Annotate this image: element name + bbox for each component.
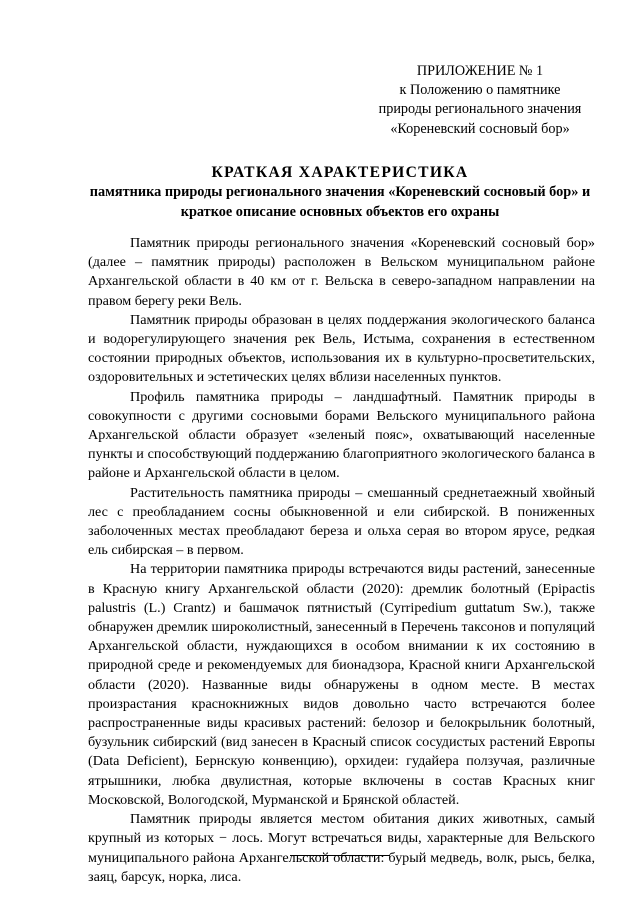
appendix-reference: природы регионального значения xyxy=(378,101,582,118)
body-paragraph: Памятник природы образован в целях поддержания экологического баланса и водорегулирующего значения рек Вель, Истыма, сохранения в естественном состоянии природных объектов, использования их в культурно-просветительских, оздоровительных и эстетических целях вблизи населенных пунктов. xyxy=(88,311,595,386)
title-heading: КРАТКАЯ ХАРАКТЕРИСТИКА xyxy=(211,164,469,181)
body-paragraph: Памятник природы является местом обитания диких животных, самый крупный из которых − лось. Могут встречаться виды, характерные для Вельского муниципального района Архангельской области: бурый медведь, волк, рысь, белка, заяц, барсук, норка, лиса. xyxy=(88,811,595,885)
document-title xyxy=(85,163,595,222)
body-paragraph: Растительность памятника природы – смешанный среднетаежный хвойный лес с преобладанием сосны обыкновенной и ели сибирской. В пониженных заболоченных местах преобладают береза и ольха серая во втором ярусе, редкая ель сибирская – в первом. xyxy=(88,484,595,559)
end-divider xyxy=(290,855,390,856)
body-paragraph: На территории памятника природы встречаются виды растений, занесенные в Красную книгу Архангельской области (2020): дремлик болотный (Epipactis palustris (L.) Crantz) и башмачок пятнистый (Cyrripedium guttatum Sw.), также обнаружен дремлик широколистный, занесенный в Перечень таксонов и популяций Архангельской области, нуждающихся в особом внимании к их состоянию в природной среде и рекомендуемых для бионадзора, Красной книги Архангельской области (2020). Названные виды обнаружены в одном месте. В местах произрастания краснокнижных видов довольно часто встречаются более распространенные виды красивых растений: белозор и белокрыльник болотный, бузульник сибирский (вид занесен в Красный список сосудистых растений Европы (Data Deficient), Бернскую конвенцию), орхидеи: гудайера ползучая, различные ятрышники, любка двулистная, которые включены в состав Красных книг Московской, Вологодской, Мурманской и Брянской областей. xyxy=(88,561,595,808)
body-paragraph: Памятник природы регионального значения «Кореневский сосновый бор» (далее – памятник природы) расположен в Вельском муниципальном районе Архангельской области в 40 км от г. Вельска в северо-западном направлении на правом берегу реки Вель. xyxy=(88,235,595,309)
body-paragraph: Профиль памятника природы – ландшафтный. Памятник природы в совокупности с другими сосновыми борами Вельского муниципального района Архангельской области образует «зеленый пояс», охватывающий населенные пункты и способствующий поддержанию благоприятного экологического баланса в районе и Архангельской области в целом. xyxy=(88,388,595,482)
appendix-reference: «Кореневский сосновый бор» xyxy=(390,120,570,137)
appendix-header xyxy=(360,62,600,139)
appendix-number: ПРИЛОЖЕНИЕ № 1 xyxy=(416,63,544,79)
document-body xyxy=(88,234,595,887)
title-subheading: памятника природы регионального значения «Кореневский сосновый бор» и краткое описание основных объектов его охраны xyxy=(89,184,591,220)
appendix-reference: к Положению о памятнике xyxy=(399,82,561,99)
